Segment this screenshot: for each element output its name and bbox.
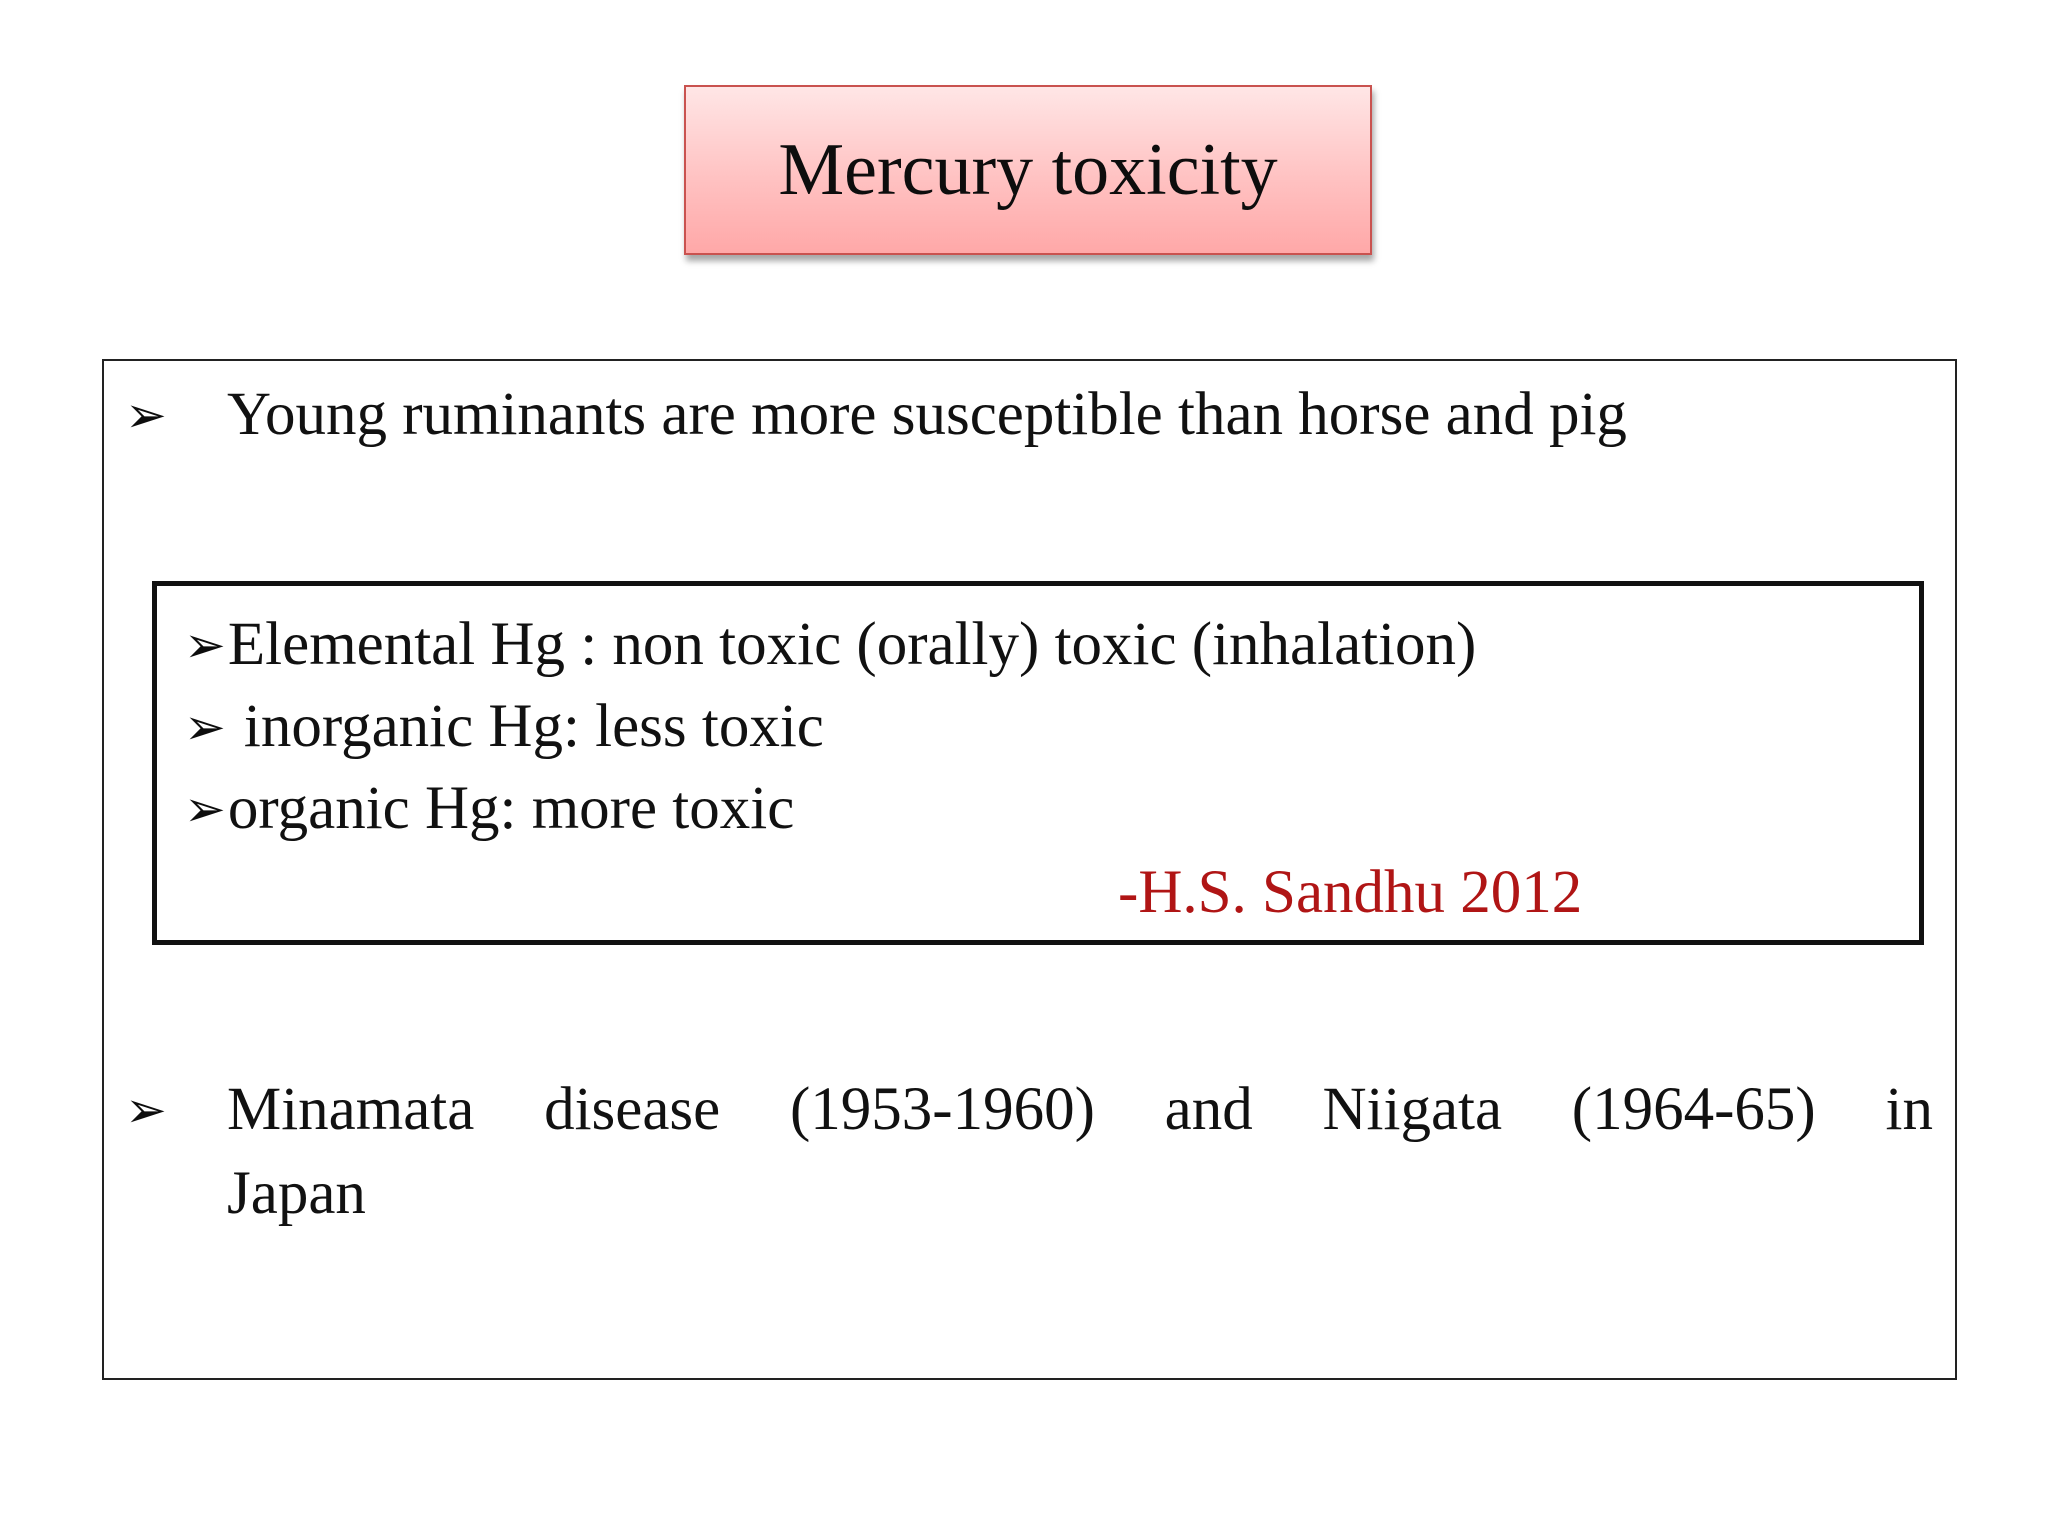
bullet-text-line — [227, 1068, 1933, 1152]
arrow-bullet-icon: ➢ — [184, 780, 226, 838]
bullet-text: Young ruminants are more susceptible than horse and pig — [227, 381, 1627, 448]
word: Minamata — [227, 1076, 475, 1143]
slide-title-box — [684, 85, 1372, 255]
word: (1964-65) — [1571, 1076, 1816, 1143]
toxicity-forms-box — [152, 581, 1924, 945]
word: Niigata — [1322, 1076, 1503, 1143]
citation: -H.S. Sandhu 2012 — [1118, 859, 1583, 926]
word: in — [1885, 1076, 1933, 1143]
arrow-bullet-icon: ➢ — [184, 698, 226, 756]
arrow-bullet-icon: ➢ — [125, 386, 167, 444]
list-item-text: inorganic Hg: less toxic — [243, 693, 824, 760]
list-item-text: Elemental Hg : non toxic (orally) toxic (inhalation) — [227, 611, 1477, 678]
list-item — [184, 603, 1476, 687]
list-item-text: organic Hg: more toxic — [227, 775, 795, 842]
bullet-text-line: Japan — [227, 1160, 366, 1227]
list-item — [184, 685, 824, 769]
word: (1953-1960) — [789, 1076, 1095, 1143]
list-item — [184, 767, 794, 851]
bullet-text — [227, 1068, 1933, 1236]
arrow-bullet-icon: ➢ — [184, 616, 226, 674]
slide-title: Mercury toxicity — [778, 129, 1278, 211]
word: and — [1164, 1076, 1253, 1143]
word: disease — [544, 1076, 721, 1143]
arrow-bullet-icon: ➢ — [125, 1081, 167, 1139]
